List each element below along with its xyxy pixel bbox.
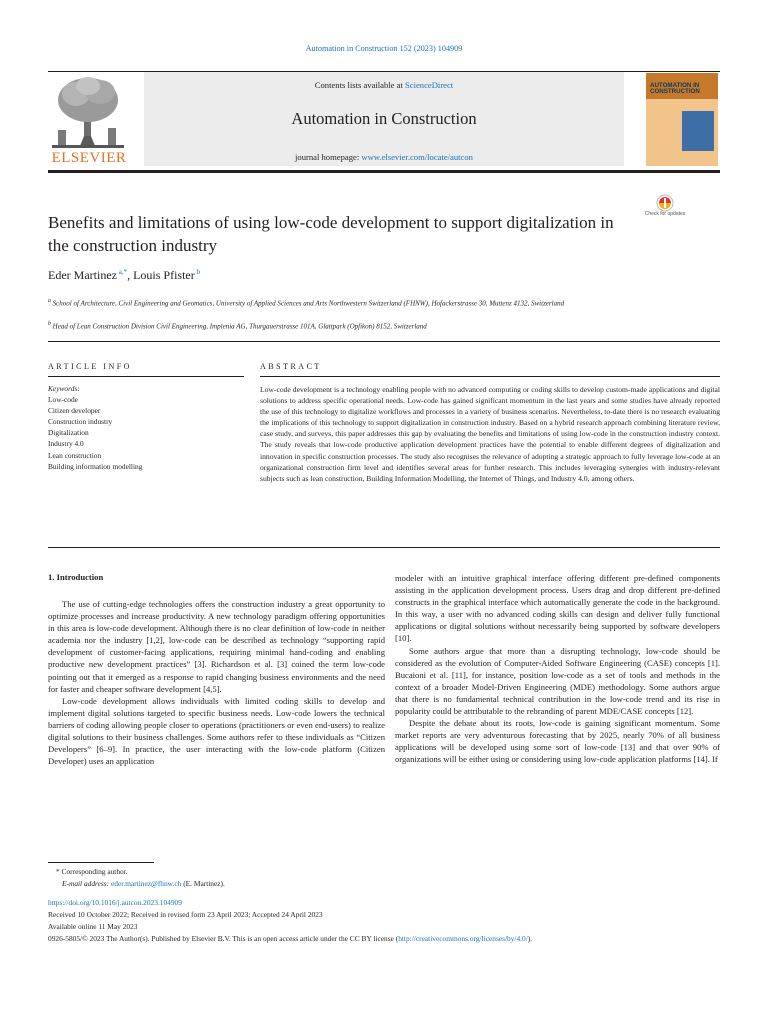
email-link[interactable]: eder.martinez@fhnw.ch: [111, 879, 182, 888]
keyword: Industry 4.0: [48, 439, 84, 449]
section-heading-introduction: 1. Introduction: [48, 572, 104, 582]
affiliation: [48, 319, 688, 332]
author-separator: ,: [127, 268, 134, 282]
homepage-prefix: journal homepage:: [295, 152, 362, 162]
email-suffix: (E. Martinez).: [181, 879, 225, 888]
author-affiliation-marker[interactable]: b: [196, 268, 200, 276]
keywords-list: [48, 383, 142, 472]
email-note: [62, 879, 225, 890]
header-rule-thick: [48, 170, 720, 173]
affiliation-text: Head of Lean Construction Division Civil Engineering, Implenia AG, Thurgauerstrasse 101A, Glattpark (Opfikon) 8152, Switzerland: [52, 322, 427, 331]
article-info-heading: ARTICLE INFO: [48, 362, 132, 371]
homepage-line: [144, 152, 624, 162]
section-rule: [48, 341, 720, 342]
corresponding-author-note: * Corresponding author.: [56, 867, 128, 876]
body-paragraph: Some authors argue that more than a disrupting technology, low-code should be considered as the evolution of Computer-Aided Software Engineering (CASE) concepts [1]. Bucaioni et al. [11], for instance, position low-code as a set of tools and methods in the context of a broader Model-Driven Engineering (MDE) methodology. Some authors argue that there is no fundamental technical contribution in the low-code trend and its rise in popularity could be attributable to the rebranding of parent MDE/CASE concepts [12].: [395, 645, 720, 717]
keyword: Digitalization: [48, 428, 89, 438]
body-column-right: [395, 572, 720, 766]
affiliation: [48, 296, 688, 309]
journal-name: Automation in Construction: [291, 109, 477, 128]
affiliation-marker: a: [48, 298, 51, 304]
contents-prefix: Contents lists available at: [314, 80, 405, 90]
affiliation-text: School of Architecture, Civil Engineering and Geomatics, University of Applied Sciences and Arts Northwestern Switzerland (FHNW), Hofackerstrasse 30, Muttenz 4132, Switzerland: [52, 299, 565, 308]
journal-cover-thumbnail[interactable]: [646, 73, 718, 166]
license-text: 0926-5805/© 2023 The Author(s). Published by Elsevier B.V. This is an open access article under the CC BY license (: [48, 934, 399, 943]
available-online-date: Available online 11 May 2023: [48, 922, 138, 931]
contents-line: [144, 80, 624, 90]
keyword: Citizen developer: [48, 406, 101, 416]
check-for-updates-label[interactable]: Check for updates: [644, 211, 686, 217]
received-dates: Received 10 October 2022; Received in revised form 23 April 2023; Accepted 24 April 2023: [48, 910, 323, 919]
keyword: Low-code: [48, 395, 78, 405]
body-paragraph: Despite the debate about its roots, low-code is gaining significant momentum. Some market reports are very adventurous forecasting that by 2025, nearly 70% of all business applications will be developed using some sort of low-code [13] and that over 90% of organizations will be either using or considering using low-code application platforms [14]. If: [395, 718, 720, 765]
license-link[interactable]: http://creativecommons.org/licenses/by/4.0/: [398, 934, 528, 943]
body-paragraph: modeler with an intuitive graphical interface offering different pre-defined components assisting in the application development process. Users drag and drop different pre-defined constructs in the graphical interface which automatically generate the code in the background. In this way, a user with no advanced coding skills can design and deliver fully functional applications or digital solutions without necessarily being supported by software developers [10].: [395, 573, 720, 644]
body-paragraph: The use of cutting-edge technologies offers the construction industry a great opportunity to optimize processes and increase productivity. A new technology paradigm offering opportunities in this area is low-code development. Although there is no clear definition of low-code in neither academia nor the industry [1,2], low-code can be described as technology “supporting rapid development of customer-facing applications, requiring minimal hand-coding and enabling productive new development practices” [3]. Richardson et al. [3] coined the term low-code pointing out that it emerged as a response to rapid changing business environments and the need for faster and cheaper software development [4,5].: [48, 599, 385, 694]
homepage-link[interactable]: www.elsevier.com/locate/autcon: [361, 152, 473, 162]
footnote-rule: [48, 862, 154, 863]
doi-link[interactable]: https://doi.org/10.1016/j.autcon.2023.104909: [48, 898, 182, 907]
article-info-rule: [48, 376, 244, 377]
journal-reference[interactable]: Automation in Construction 152 (2023) 104909: [305, 44, 463, 53]
elsevier-wordmark: ELSEVIER: [51, 150, 127, 166]
author-name[interactable]: Eder Martinez: [48, 268, 117, 282]
keyword: Lean construction: [48, 450, 102, 460]
abstract-text: Low-code development is a technology enabling people with no advanced computing or coding skills to develop custom-made applications and digital solutions to address specific operational needs. Low-code has gained significant momentum in the last years and some studies have already reported the use of this technology to digitalize workflows and processes in a variety of business scenarios. Nevertheless, to-date there is no research evaluating the implications of this technology to support digitalization in construction industry. Based on a hybrid research approach combining literature review, case study, and surveys, this paper addresses this gap by evaluating the benefits and limitations of using low-code in the construction industry context. The study reveals that low-code productive application development practices have the potential to enable different degrees of digitalization and innovation in specific construction processes. The study also recognises the relevance of adopting a strategic approach to fully leverage low-code at an organizational construction firm level and identifies several areas for further research. This includes leveraging synergies with industry-relevant subjects such as lean construction, Building Information Modelling, the Internet of Things, and Industry 4.0, among others.: [260, 385, 720, 483]
body-paragraph: Low-code development allows individuals with limited coding skills to develop and implement digital solutions targeted to specific business needs. Low-code lowers the technical barriers of coding allowing people closer to operations (practitioners or even end-users) to realize digital solutions to their business challenges. Some authors refer to these individuals as “Citizen Developers” [6–9]. In practice, the user interacting with the low-code platform (Citizen Developer) uses an application: [48, 695, 385, 767]
cover-image-panel: [682, 111, 714, 151]
author-affiliation-marker[interactable]: a,*: [118, 268, 128, 276]
license-suffix: ).: [527, 934, 533, 943]
author-name[interactable]: Louis Pfister: [133, 268, 195, 282]
keyword: Construction industry: [48, 417, 113, 427]
abstract-bottom-rule: [48, 547, 720, 548]
cover-title: AUTOMATION IN CONSTRUCTION: [650, 82, 700, 96]
keywords-label: Keywords:: [48, 384, 80, 393]
body-column-left: [48, 598, 385, 767]
abstract-rule: [260, 376, 720, 377]
affiliation-marker: b: [48, 321, 51, 327]
author-list: [48, 268, 200, 283]
sciencedirect-link[interactable]: ScienceDirect: [405, 80, 454, 90]
keyword: Building information modelling: [48, 461, 143, 471]
abstract-heading: ABSTRACT: [260, 362, 322, 371]
email-label: E-mail address:: [62, 879, 111, 888]
license-statement: [48, 934, 532, 945]
paper-title: Benefits and limitations of using low-code development to support digitalization in the construction industry: [48, 213, 614, 255]
